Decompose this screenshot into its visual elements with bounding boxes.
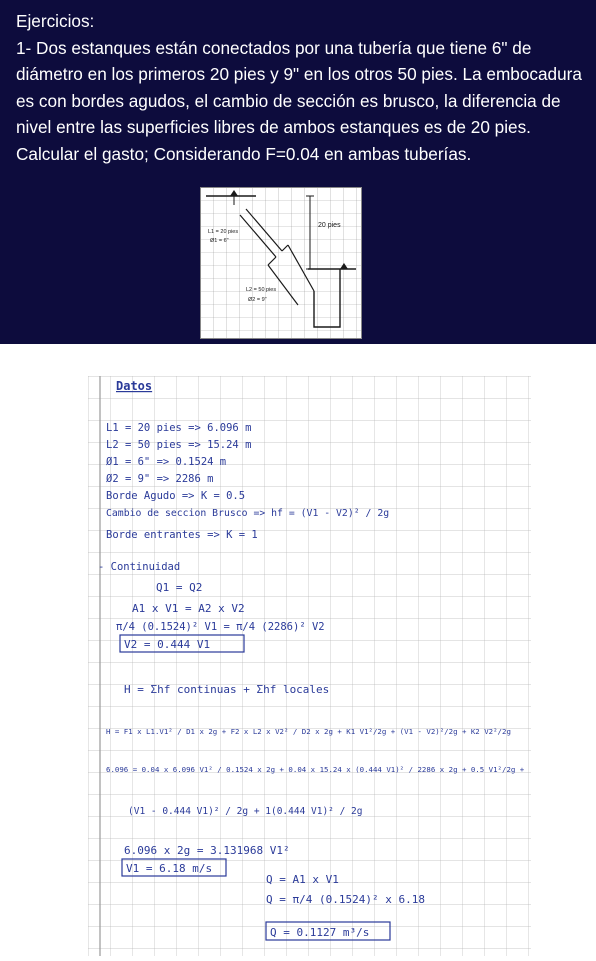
dato-line: Cambio de seccion Brusco => hf = (V1 - V2)² / 2g [106,508,390,519]
pipe-1-diameter-label: Ø1 = 6" [210,238,229,244]
result-line: 6.096 x 2g = 3.131968 V1² [124,844,290,857]
continuidad-line: Q1 = Q2 [156,581,203,594]
dato-line: Ø2 = 9" => 2286 m [106,473,214,485]
dato-line: Borde entrantes => K = 1 [106,529,258,541]
dato-line: Borde Agudo => K = 0.5 [106,490,246,502]
datos-heading: Datos [116,379,153,393]
problem-banner [0,0,596,344]
energy-equation-expanded: H = F1 x L1.V1² / D1 x 2g + F2 x L2 x V2² / D2 x 2g + K1 V1²/2g + (V1 - V2)²/2g + K2 V2²/2g [106,727,511,736]
level-difference-label: 20 pies [318,222,341,229]
exercise-heading: Ejercicios: [16,11,95,31]
handwritten-solution [88,376,531,956]
q-result: Q = 0.1127 m³/s [270,926,370,939]
continuidad-line: A1 x V1 = A2 x V2 [132,602,245,615]
tank-diagram [200,187,362,339]
pipe-1-length-label: L1 = 20 pies [208,229,239,235]
tank-diagram-figure [200,187,362,339]
problem-text [16,8,591,168]
continuidad-line: π/4 (0.1524)² V1 = π/4 (2286)² V2 [116,621,325,633]
diagram-grid [200,187,362,339]
dato-line: Ø1 = 6" => 0.1524 m [106,456,227,468]
result-line: Q = A1 x V1 [266,873,339,886]
energy-equation: H = Σhf continuas + Σhf locales [124,683,330,696]
result-line: Q = π/4 (0.1524)² x 6.18 [266,893,425,906]
pipe-2-length-label: L2 = 50 pies [246,287,277,293]
energy-equation-continued: (V1 - 0.444 V1)² / 2g + 1(0.444 V1)² / 2g [128,806,363,817]
continuidad-heading: - Continuidad [98,561,181,573]
dato-line: L2 = 50 pies => 15.24 m [106,439,252,451]
pipe-2-diameter-label: Ø2 = 9" [248,297,267,303]
dato-line: L1 = 20 pies => 6.096 m [106,422,252,434]
energy-equation-substituted: 6.096 = 0.04 x 6.096 V1² / 0.1524 x 2g + 0.04 x 15.24 x (0.444 V1)² / 2286 x 2g + 0.5 V1²/2g + [106,765,525,774]
continuidad-result: V2 = 0.444 V1 [124,638,211,651]
v1-result: V1 = 6.18 m/s [126,862,213,875]
problem-statement: 1- Dos estanques están conectados por una tubería que tiene 6" de diámetro en los primeros 20 pies y 9" en los otros 50 pies. La embocadura es con bordes agudos, el cambio de sección es brusco, la diferencia de nivel entre las superficies libres de ambos estanques es de 20 pies. Calcular el gasto; Considerando F=0.04 en ambas tuberías. [16,37,582,164]
graph-paper [88,376,531,956]
